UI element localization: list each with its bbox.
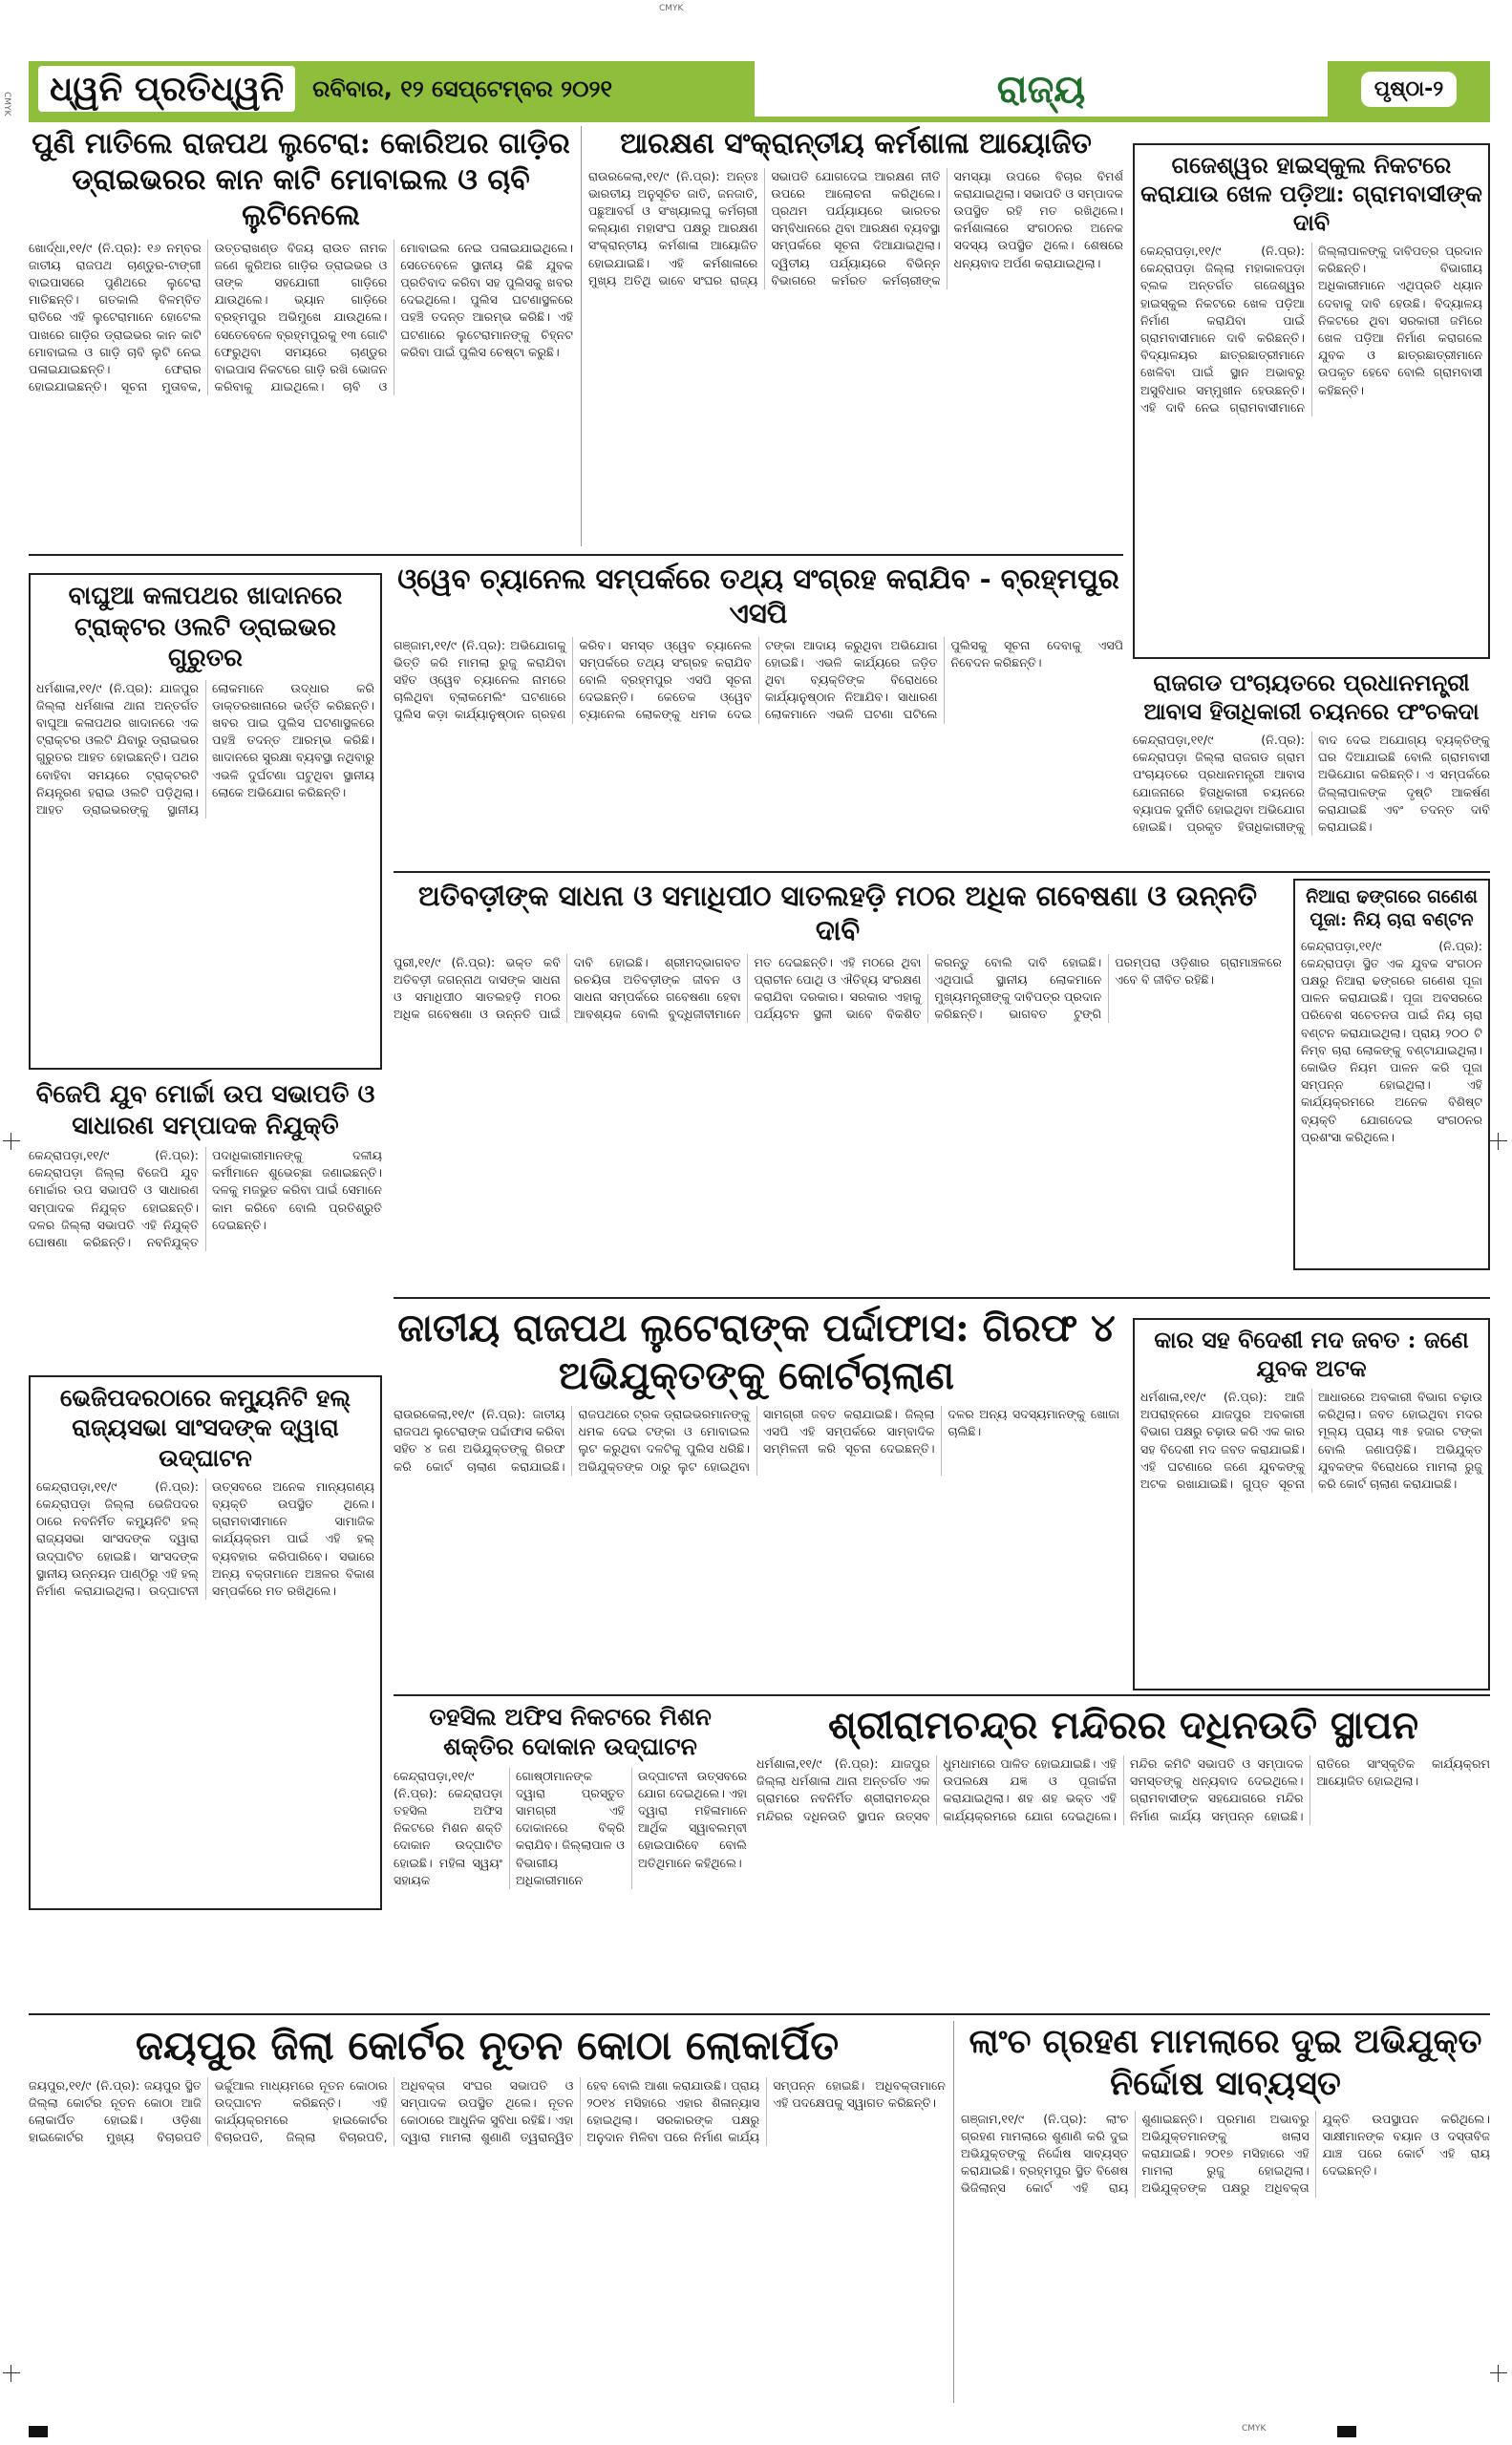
cmyk-mark-top: CMYK bbox=[659, 4, 684, 13]
article-highway-gang-busted[interactable] bbox=[394, 1305, 1119, 1687]
article-bribery-acquittal[interactable] bbox=[961, 2021, 1490, 2403]
article-body: ଖୋର୍ଦ୍ଧା,୧୧/୯ (ନି.ପ୍ର): ୧୬ ନମ୍ବର ଜାତୀୟ ରାଜପଥ ଚାଣ୍ଡୁର-ଟାଙ୍ଗୀ ବାଇପାସରେ ପୁଣିଥରେ ଲୁଟେରା ମାତିଛନ୍ତି। ଗତକାଲି ବିଳମ୍ବିତ ରାତିରେ ଏହି ଲୁଟେରାମାନେ ହୋଟେଲ ପାଖରେ ଗାଡ଼ିର ଡ୍ରାଇଭର କାନ କାଟି ମୋବାଇଲ ଓ ଗାଡ଼ି ଚାବି ଲୁଟି ନେଇ ପଳାଇଯାଇଛନ୍ତି। ଫେରାର ହୋଇଯାଇଛନ୍ତି। ସୂଚନା ମୁତାବକ, ଉତ୍ତରାଖଣ୍ଡ ବିଜୟ ରାଉତ ନାମକ ଜଣେ କୁରିଅର ଗାଡ଼ିର ଡ୍ରାଇଭର ଓ ତାଙ୍କ ସହଯୋଗୀ ଗାଡ଼ିରେ ଯାଉଥିଲେ। ଭ୍ୟାନ ଗାଡ଼ିରେ ବ୍ରହ୍ମପୁର ଅଭିମୁଖେ ଯାଉଥିଲେ। ସେତେବେଳେ ବ୍ରହ୍ମପୁରକୁ ୧୩ ଗୋଟି ଫେରୁଥିବା ସମୟରେ ଚାଣ୍ଡୁର ବାଇପାସ ନିକଟରେ ଗାଡ଼ି ରଖି ଭୋଜନ କରିବାକୁ ଯାଇଥିଲେ। ଚାବି ଓ ମୋବାଇଲ ନେଇ ପଳାଇଯାଇଥିଲେ। ସେତେବେଳେ ସ୍ଥାନୀୟ କିଛି ଯୁବକ ପ୍ରତିବାଦ କରିବା ସହ ପୁଲିସକୁ ଖବର ଦେଇଥିଲେ। ପୁଲିସ ଘଟଣାସ୍ଥଳରେ ପହଞ୍ଚି ତଦନ୍ତ ଆରମ୍ଭ କରିଛି। ଏହି ଘଟଣାରେ ଲୁଟେରାମାନଙ୍କୁ ଚିହ୍ନଟ କରିବା ପାଇଁ ପୁଲିସ ଚେଷ୍ଟା କରୁଛି। bbox=[29, 240, 573, 394]
headline: ଜାତୀୟ ରାଜପଥ ଲୁଟେରାଙ୍କ ପର୍ଦ୍ଦାଫାସ: ଗିରଫ ୪ ଅଭିଯୁକ୍ତଙ୍କୁ କୋର୍ଟଚାଲାଣ bbox=[397, 1306, 1116, 1398]
article-body: ଗଞ୍ଜାମ,୧୧/୯ (ନି.ପ୍ର): ଲାଂଚ ଗ୍ରହଣ ମାମଲାରେ ଶୁଣାଣି କରି ଦୁଇ ଅଭିଯୁକ୍ତଙ୍କୁ ନିର୍ଦ୍ଦୋଷ ସାବ୍ୟସ୍ତ କରାଯାଇଛି। ବ୍ରହ୍ମପୁର ସ୍ଥିତ ବିଶେଷ ଭିଜିଲାନ୍ସ କୋର୍ଟ ଏହି ରାୟ ଶୁଣାଇଛନ୍ତି। ପ୍ରମାଣ ଅଭାବରୁ ଅଭିଯୁକ୍ତମାନଙ୍କୁ ଖଲାସ କରାଯାଇଛି। ୨୦୧୭ ମସିହାରେ ଏହି ମାମଲା ରୁଜୁ ହୋଇଥିଲା। ଅଭିଯୁକ୍ତଙ୍କ ପକ୍ଷରୁ ଅଧିବକ୍ତା ଯୁକ୍ତି ଉପସ୍ଥାପନ କରିଥିଲେ। ସାକ୍ଷୀମାନଙ୍କ ବୟାନ ଓ ଦସ୍ତାବିଜ ଯାଞ୍ଚ ପରେ କୋର୍ଟ ଏହି ରାୟ ଦେଇଛନ୍ତି। bbox=[961, 2111, 1490, 2196]
column-rule bbox=[581, 126, 582, 546]
article-body: ଧର୍ମଶାଳା,୧୧/୯ (ନି.ପ୍ର): ଯାଜପୁର ଜିଲ୍ଲା ଧର୍ମଶାଳା ଥାନା ଅନ୍ତର୍ଗତ ଏକ ଗ୍ରାମରେ ନବନିର୍ମିତ ଶ୍ରୀରାମଚନ୍ଦ୍ର ମନ୍ଦିରର ଦଧିନଉତି ସ୍ଥାପନ ଉତ୍ସବ ଧୁମଧାମରେ ପାଳିତ ହୋଇଯାଇଛି। ଏହି ଉପଲକ୍ଷେ ଯଜ୍ଞ ଓ ପୂଜାର୍ଚ୍ଚନା କରାଯାଇଥିଲା। ଶହ ଶହ ଭକ୍ତ ଏହି କାର୍ଯ୍ୟକ୍ରମରେ ଯୋଗ ଦେଇଥିଲେ। ମନ୍ଦିର କମିଟି ସଭାପତି ଓ ସମ୍ପାଦକ ସମସ୍ତଙ୍କୁ ଧନ୍ୟବାଦ ଦେଇଥିଲେ। ଗ୍ରାମବାସୀଙ୍କ ସହଯୋଗରେ ମନ୍ଦିର ନିର୍ମାଣ କାର୍ଯ୍ୟ ସମ୍ପନ୍ନ ହୋଇଛି। ରାତିରେ ସାଂସ୍କୃତିକ କାର୍ଯ୍ୟକ୍ରମ ଆୟୋଜିତ ହୋଇଥିଲା। bbox=[756, 1756, 1490, 1823]
article-foreign-liquor[interactable] bbox=[1133, 1318, 1490, 1690]
article-body: କେନ୍ଦ୍ରାପଡ଼ା,୧୧/୯ (ନି.ପ୍ର): କେନ୍ଦ୍ରାପଡ଼ା ସ୍ଥିତ ଏକ ଯୁବକ ସଂଗଠନ ପକ୍ଷରୁ ନିଆରା ଢଙ୍ଗରେ ଗଣେଶ ପୂଜା ପାଳନ କରାଯାଇଛି। ପୂଜା ଅବସରରେ ପରିବେଶ ସଚେତନତା ପାଇଁ ନିୟ ଚାରା ବଣ୍ଟନ କରାଯାଇଥିଲା। ପ୍ରାୟ ୨୦୦ ଟି ନିମ୍ବ ଚାରା ଲୋକଙ୍କୁ ବଣ୍ଟାଯାଇଥିଲା। କୋଭିଡ ନିୟମ ପାଳନ କରି ପୂଜା ସମ୍ପନ୍ନ ହୋଇଥିଲା। ଏହି କାର୍ଯ୍ୟକ୍ରମରେ ଅନେକ ବିଶିଷ୍ଟ ବ୍ୟକ୍ତି ଯୋଗଦେଇ ସଂଗଠନର ପ୍ରଶଂସା କରିଥିଲେ। bbox=[1301, 938, 1482, 1144]
cmyk-mark-left: CMYK bbox=[2, 92, 11, 117]
article-community-hall[interactable] bbox=[29, 1375, 382, 1910]
headline: ଲାଂଚ ଗ୍ରହଣ ମାମଲାରେ ଦୁଇ ଅଭିଯୁକ୍ତ ନିର୍ଦ୍ଦୋଷ ସାବ୍ୟସ୍ତ bbox=[969, 2022, 1482, 2103]
masthead-rule bbox=[29, 117, 1490, 122]
row-divider bbox=[29, 2013, 1490, 2015]
column-rule bbox=[953, 2021, 954, 2403]
article-highway-robbery[interactable] bbox=[29, 126, 573, 546]
article-body: ଧର୍ମଶାଳା,୧୧/୯ (ନି.ପ୍ର): ଆଜି ଅପରାହ୍ନରେ ଯାଜପୁର ଅବକାରୀ ବିଭାଗ ପକ୍ଷରୁ ଚଢ଼ାଉ କରି ଏକ କାର ସହ ବିଦେଶୀ ମଦ ଜବତ କରାଯାଇଛି। ଏହି ଘଟଣାରେ ଜଣେ ଯୁବକଙ୍କୁ ଅଟକ ରଖାଯାଇଛି। ଗୁପ୍ତ ସୂଚନା ଆଧାରରେ ଅବକାରୀ ବିଭାଗ ଚଢ଼ାଉ କରିଥିଲା। ଜବତ ହୋଇଥିବା ମଦର ମୂଲ୍ୟ ପ୍ରାୟ ୩୫ ହଜାର ଟଙ୍କା ବୋଲି ଜଣାପଡ଼ିଛି। ଅଭିଯୁକ୍ତ ଯୁବକଙ୍କ ବିରୋଧରେ ମାମଲା ରୁଜୁ କରି କୋର୍ଟ ଚାଲାଣ କରାଯାଇଛି। bbox=[1140, 1390, 1482, 1492]
headline: ଓ୍ୱେବ ଚ୍ୟାନେଲ ସମ୍ପର୍କରେ ତଥ୍ୟ ସଂଗ୍ରହ କରାଯିବ - ବ୍ରହ୍ମପୁର ଏସପି bbox=[397, 563, 1119, 630]
dateline: ରବିବାର, ୧୨ ସେପ୍ଟେମ୍ବର ୨୦୨୧ bbox=[312, 75, 612, 102]
headline: ଶ୍ରୀରାମଚନ୍ଦ୍ର ମନ୍ଦିରର ଦଧିନଉତି ସ୍ଥାପନ bbox=[827, 1703, 1419, 1748]
section-header bbox=[755, 61, 1328, 117]
article-body: ଜୟପୁର,୧୧/୯ (ନି.ପ୍ର): ଜୟପୁର ସ୍ଥିତ ଜିଲ୍ଲା କୋର୍ଟର ନୂତନ କୋଠା ଆଜି ଲୋକାର୍ପିତ ହୋଇଛି। ଓଡ଼ିଶା ହାଇକୋର୍ଟର ମୁଖ୍ୟ ବିଚାରପତି ଭର୍ଚ୍ଚୁଆଲ ମାଧ୍ୟମରେ ନୂତନ କୋଠାର ଉଦ୍‌ଘାଟନ କରିଛନ୍ତି। ଏହି କାର୍ଯ୍ୟକ୍ରମରେ ହାଇକୋର୍ଟର ବିଚାରପତି, ଜିଲ୍ଲା ବିଚାରପତି, ଅଧିବକ୍ତା ସଂଘର ସଭାପତି ଓ ସମ୍ପାଦକ ଉପସ୍ଥିତ ଥିଲେ। ନୂତନ କୋଠାରେ ଆଧୁନିକ ସୁବିଧା ରହିଛି। ଏହା ଦ୍ୱାରା ମାମଲା ଶୁଣାଣି ତ୍ୱରାନ୍ୱିତ ହେବ ବୋଲି ଆଶା କରାଯାଉଛି। ପ୍ରାୟ ୨୦୧୪ ମସିହାରେ ଏହାର ଶିଳାନ୍ୟାସ ହୋଇଥିଲା। ସରକାରଙ୍କ ପକ୍ଷରୁ ଅନୁଦାନ ମିଳିବା ପରେ ନିର୍ମାଣ କାର୍ଯ୍ୟ ସମ୍ପନ୍ନ ହୋଇଛି। ଅଧିବକ୍ତାମାନେ ଏହି ପଦକ୍ଷେପକୁ ସ୍ୱାଗତ କରିଛନ୍ତି। bbox=[29, 2077, 946, 2145]
registration-cross-icon bbox=[3, 2365, 20, 2382]
headline: ଅତିବଡ଼ୀଙ୍କ ସାଧନା ଓ ସମାଧିପୀଠ ସାତଲହଡ଼ି ମଠର ଅଧିକ ଗବେଷଣା ଓ ଉନ୍ନତି ଦାବି bbox=[417, 880, 1258, 947]
masthead-brand bbox=[29, 61, 755, 117]
row-divider bbox=[394, 1694, 1490, 1696]
registration-cross-icon bbox=[3, 1133, 20, 1150]
article-body: କେନ୍ଦ୍ରାପଡ଼ା,୧୧/୯ (ନି.ପ୍ର): କେନ୍ଦ୍ରାପଡ଼ା ଜିଲ୍ଲା ଭେଜିପଦର ଠାରେ ନବନିର୍ମିତ କମ୍ୟୁନିଟି ହଲ୍ ରାଜ୍ୟସଭା ସାଂସଦଙ୍କ ଦ୍ୱାରା ଉଦ୍‌ଘାଟିତ ହୋଇଛି। ସାଂସଦଙ୍କ ସ୍ଥାନୀୟ ଉନ୍ନୟନ ପାଣ୍ଠିରୁ ଏହି ହଲ୍ ନିର୍ମାଣ କରାଯାଇଥିଲା। ଉଦ୍‌ଘାଟନୀ ଉତ୍ସବରେ ଅନେକ ମାନ୍ୟଗଣ୍ୟ ବ୍ୟକ୍ତି ଉପସ୍ଥିତ ଥିଲେ। ଗ୍ରାମବାସୀମାନେ ସାମାଜିକ କାର୍ଯ୍ୟକ୍ରମ ପାଇଁ ଏହି ହଲ୍ ବ୍ୟବହାର କରିପାରିବେ। ସଭାରେ ଅନ୍ୟ ବକ୍ତାମାନେ ଅଞ୍ଚଳର ବିକାଶ ସମ୍ପର୍କରେ ମତ ରଖିଥିଲେ। bbox=[36, 1478, 374, 1598]
section-title: ରାଜ୍ୟ bbox=[996, 66, 1086, 112]
masthead bbox=[29, 61, 1490, 117]
article-web-channel-sp[interactable] bbox=[394, 562, 1123, 865]
headline: ଆରକ୍ଷଣ ସଂକ୍ରାନ୍ତୀୟ କର୍ମଶାଳା ଆୟୋଜିତ bbox=[620, 127, 1092, 160]
article-body: ରାଉରକେଲା,୧୧/୯ (ନି.ପ୍ର): ଜାତୀୟ ରାଜପଥ ଲୁଟେରାଙ୍କ ପର୍ଦ୍ଦାଫାସ କରିବା ସହିତ ୪ ଜଣ ଅଭିଯୁକ୍ତଙ୍କୁ ଗିରଫ କରି କୋର୍ଟ ଚାଲାଣ କରାଯାଇଛି। ରାଜପଥରେ ଟ୍ରକ ଡ୍ରାଇଭରମାନଙ୍କୁ ଧମକ ଦେଇ ଟଙ୍କା ଓ ମୋବାଇଲ ଲୁଟ କରୁଥିବା ଦଳଟିକୁ ପୁଲିସ ଧରିଛି। ଅଭିଯୁକ୍ତଙ୍କ ଠାରୁ ଲୁଟ ହୋଇଥିବା ସାମଗ୍ରୀ ଜବତ କରାଯାଇଛି। ଜିଲ୍ଲା ଏସପି ଏହି ସମ୍ପର୍କରେ ସାମ୍ବାଦିକ ସମ୍ମିଳନୀ କରି ସୂଚନା ଦେଇଛନ୍ତି। ଦଳର ଅନ୍ୟ ସଦସ୍ୟମାନଙ୍କୁ ଖୋଜା ଚାଲିଛି। bbox=[394, 1407, 1119, 1474]
headline: ନିଆରା ଢଙ୍ଗରେ ଗଣେଶ ପୂଜା: ନିୟ ଚାରା ବଣ୍ଟନ bbox=[1306, 886, 1478, 930]
headline: ପୁଣି ମାତିଲେ ରାଜପଥ ଲୁଟେରା: କୋରିଅର ଗାଡ଼ିର ଡ୍ରାଇଭରର କାନ କାଟି ମୋବାଇଲ ଓ ଚାବି ଲୁଟିନେଲେ bbox=[32, 127, 570, 232]
article-body: କେନ୍ଦ୍ରାପଡ଼ା,୧୧/୯ (ନି.ପ୍ର): କେନ୍ଦ୍ରାପଡ଼ା ଜିଲ୍ଲା ରାଜଗଡ ଗ୍ରାମ ପଂଚାୟତରେ ପ୍ରଧାନମନ୍ତ୍ରୀ ଆବାସ ଯୋଜନାରେ ହିତାଧିକାରୀ ଚୟନରେ ବ୍ୟାପକ ଦୁର୍ନୀତି ହୋଇଥିବା ଅଭିଯୋଗ ହୋଇଛି। ପ୍ରକୃତ ହିତାଧିକାରୀଙ୍କୁ ବାଦ ଦେଇ ଅଯୋଗ୍ୟ ବ୍ୟକ୍ତିଙ୍କୁ ଘର ଦିଆଯାଇଛି ବୋଲି ଗ୍ରାମବାସୀ ଅଭିଯୋଗ କରିଛନ୍ତି। ଏ ସମ୍ପର୍କରେ ଜିଲ୍ଲାପାଳଙ୍କ ଦୃଷ୍ଟି ଆକର୍ଷଣ କରାଯାଇଛି ଏବଂ ତଦନ୍ତ ଦାବି କରାଯାଇଛି। bbox=[1133, 733, 1490, 835]
headline: ତହସିଲ ଅଫିସ ନିକଟରେ ମିଶନ ଶକ୍ତିର ଦୋକାନ ଉଦ୍‌ଘାଟନ bbox=[429, 1703, 712, 1761]
headline: ଗଜେଶ୍ୱର ହାଇସ୍କୁଲ ନିକଟରେ କରାଯାଉ ଖେଳ ପଡ଼ିଆ: ଗ୍ରାମବାସୀଙ୍କ ଦାବି bbox=[1140, 151, 1482, 236]
article-atibadi-math[interactable] bbox=[394, 879, 1282, 1289]
article-ganesh-puja[interactable] bbox=[1293, 879, 1490, 1270]
registration-cross-icon bbox=[1490, 2365, 1507, 2382]
row-divider bbox=[29, 554, 1123, 556]
article-mission-shakti[interactable] bbox=[394, 1702, 747, 2006]
headline: ରାଜଗଡ ପଂଚାୟତରେ ପ୍ରଧାନମନ୍ତ୍ରୀ ଆବାସ ହିତାଧିକାରୀ ଚୟନରେ ଫଂଚକଦା bbox=[1143, 669, 1480, 725]
page-number: ପୃଷ୍ଠା-୨ bbox=[1361, 72, 1457, 107]
newspaper-logo[interactable]: ଧ୍ୱନି ପ୍ରତିଧ୍ୱନି bbox=[38, 66, 295, 112]
article-body: ପୁରୀ,୧୧/୯ (ନି.ପ୍ର): ଭକ୍ତ କବି ଅତିବଡ଼ୀ ଜଗନ୍ନାଥ ଦାସଙ୍କ ସାଧନା ଓ ସମାଧିପୀଠ ସାତଲହଡ଼ି ମଠର ଅଧିକ ଗବେଷଣା ଓ ଉନ୍ନତି ପାଇଁ ଦାବି ହୋଇଛି। ଶ୍ରୀମଦ୍ଭାଗବତ ରଚୟିତା ଅତିବଡ଼ୀଙ୍କ ଜୀବନ ଓ ସାଧନା ସମ୍ପର୍କରେ ଗବେଷଣା ହେବା ଆବଶ୍ୟକ ବୋଲି ବୁଦ୍ଧିଜୀବୀମାନେ ମତ ଦେଇଛନ୍ତି। ଏହି ମଠରେ ଥିବା ପ୍ରାଚୀନ ପୋଥି ଓ ଐତିହ୍ୟ ସଂରକ୍ଷଣ କରାଯିବା ଦରକାର। ସରକାର ଏହାକୁ ପର୍ଯ୍ୟଟନ ସ୍ଥଳୀ ଭାବେ ବିକଶିତ କରନ୍ତୁ ବୋଲି ଦାବି ହୋଇଛି। ଏଥିପାଇଁ ସ୍ଥାନୀୟ ଲୋକମାନେ ମୁଖ୍ୟମନ୍ତ୍ରୀଙ୍କୁ ଦାବିପତ୍ର ପ୍ରଦାନ କରିଛନ୍ତି। ଭାଗବତ ଟୁଙ୍ଗି ପରମ୍ପରା ଓଡ଼ିଶାର ଗ୍ରାମାଞ୍ଚଳରେ ଏବେ ବି ଜୀବିତ ରହିଛି। bbox=[394, 954, 1282, 1022]
headline: ବାଘୁଆ କଳାପଥର ଖାଦାନରେ ଟ୍ରାକ୍ଟର ଓଲଟି ଡ୍ରାଇଭର ଗୁରୁତର bbox=[68, 582, 343, 672]
headline: କାର ସହ ବିଦେଶୀ ମଦ ଜବତ : ଜଣେ ଯୁବକ ଅଟକ bbox=[1154, 1326, 1469, 1382]
row-divider bbox=[394, 1297, 1490, 1299]
headline: ଜୟପୁର ଜିଲା କୋର୍ଟର ନୂତନ କୋଠା ଲୋକାର୍ପିତ bbox=[135, 2022, 840, 2069]
article-bjp-appointment[interactable] bbox=[29, 1079, 382, 1356]
row-divider bbox=[394, 871, 1490, 873]
color-bar bbox=[29, 2426, 48, 2437]
article-ram-temple[interactable] bbox=[756, 1702, 1490, 2006]
article-reservation-workshop[interactable] bbox=[588, 126, 1123, 546]
color-bar bbox=[1337, 2426, 1356, 2437]
article-body: କେନ୍ଦ୍ରାପଡ଼ା,୧୧/୯ (ନି.ପ୍ର): କେନ୍ଦ୍ରାପଡ଼ା ଜିଲ୍ଲା ବିଜେପି ଯୁବ ମୋର୍ଚ୍ଚାର ଉପ ସଭାପତି ଓ ସାଧାରଣ ସମ୍ପାଦକ ନିଯୁକ୍ତ ହୋଇଛନ୍ତି। ଦଳର ଜିଲ୍ଲା ସଭାପତି ଏହି ନିଯୁକ୍ତି ଘୋଷଣା କରିଛନ୍ତି। ନବନିଯୁକ୍ତ ପଦାଧିକାରୀମାନଙ୍କୁ ଦଳୀୟ କର୍ମୀମାନେ ଶୁଭେଚ୍ଛା ଜଣାଇଛନ୍ତି। ଦଳକୁ ମଜଭୁତ କରିବା ପାଇଁ ସେମାନେ କାମ କରିବେ ବୋଲି ପ୍ରତିଶ୍ରୁତି ଦେଇଛନ୍ତି। bbox=[29, 1148, 382, 1250]
registration-cross-icon bbox=[1490, 1133, 1507, 1150]
article-pmay-beneficiary[interactable] bbox=[1133, 669, 1490, 850]
article-body: କେନ୍ଦ୍ରାପଡ଼ା,୧୧/୯ (ନି.ପ୍ର): କେନ୍ଦ୍ରାପଡ଼ା ତହସିଲ ଅଫିସ ନିକଟରେ ମିଶନ ଶକ୍ତି ଦୋକାନ ଉଦ୍‌ଘାଟିତ ହୋଇଛି। ମହିଳା ସ୍ୱୟଂ ସହାୟକ ଗୋଷ୍ଠୀମାନଙ୍କ ଦ୍ୱାରା ପ୍ରସ୍ତୁତ ସାମଗ୍ରୀ ଏହି ଦୋକାନରେ ବିକ୍ରି କରାଯିବ। ଜିଲ୍ଲାପାଳ ଓ ବିଭାଗୀୟ ଅଧିକାରୀମାନେ ଉଦ୍‌ଘାଟନୀ ଉତ୍ସବରେ ଯୋଗ ଦେଇଥିଲେ। ଏହା ଦ୍ୱାରା ମହିଳାମାନେ ଆର୍ଥିକ ସ୍ୱାବଲମ୍ବୀ ହୋଇପାରିବେ ବୋଲି ଅତିଥିମାନେ କହିଥିଲେ। bbox=[394, 1768, 747, 1887]
article-body: ଧର୍ମଶାଳା,୧୧/୯ (ନି.ପ୍ର): ଯାଜପୁର ଜିଲ୍ଲା ଧର୍ମଶାଳା ଥାନା ଅନ୍ତର୍ଗତ ବାଘୁଆ କଳାପଥର ଖାଦାନରେ ଏକ ଟ୍ରାକ୍ଟର ଓଲଟି ଯିବାରୁ ଡ୍ରାଇଭର ଗୁରୁତର ଆହତ ହୋଇଛନ୍ତି। ପଥର ବୋହିବା ସମୟରେ ଟ୍ରାକ୍ଟରଟି ନିୟନ୍ତ୍ରଣ ହରାଇ ଓଲଟି ପଡ଼ିଥିଲା। ଆହତ ଡ୍ରାଇଭରଙ୍କୁ ସ୍ଥାନୀୟ ଲୋକମାନେ ଉଦ୍ଧାର କରି ଡାକ୍ତରଖାନାରେ ଭର୍ତ୍ତି କରିଛନ୍ତି। ଖବର ପାଇ ପୁଲିସ ଘଟଣାସ୍ଥଳରେ ପହଞ୍ଚି ତଦନ୍ତ ଆରମ୍ଭ କରିଛି। ଖାଦାନରେ ସୁରକ୍ଷା ବ୍ୟବସ୍ଥା ନଥିବାରୁ ଏଭଳି ଦୁର୍ଘଟଣା ଘଟୁଥିବା ସ୍ଥାନୀୟ ଲୋକେ ଅଭିଯୋଗ କରିଛନ୍ତି। bbox=[36, 680, 374, 817]
article-body: ଗଞ୍ଜାମ,୧୧/୯ (ନି.ପ୍ର): ଅଭିଯୋଗକୁ ଭିତ୍ତି କରି ମାମଲା ରୁଜୁ କରାଯିବା ସହିତ ଓ୍ୱେବ ଚ୍ୟାନେଲ ନାମରେ ଚାଲିଥିବା ବ୍ଲାକମେଲିଂ ଘଟଣାରେ ପୁଲିସ କଡ଼ା କାର୍ଯ୍ୟାନୁଷ୍ଠାନ ଗ୍ରହଣ କରିବ। ସମସ୍ତ ଓ୍ୱେବ ଚ୍ୟାନେଲ ସମ୍ପର୍କରେ ତଥ୍ୟ ସଂଗ୍ରହ କରାଯିବ ବୋଲି ବ୍ରହ୍ମପୁର ଏସପି ସୂଚନା ଦେଇଛନ୍ତି। କେତେକ ଓ୍ୱେବ ଚ୍ୟାନେଲ ଲୋକଙ୍କୁ ଧମକ ଦେଇ ଟଙ୍କା ଆଦାୟ କରୁଥିବା ଅଭିଯୋଗ ହୋଇଛି। ଏଭଳି କାର୍ଯ୍ୟରେ ଜଡ଼ିତ ଥିବା ବ୍ୟକ୍ତିଙ୍କ ବିରୋଧରେ କାର୍ଯ୍ୟାନୁଷ୍ଠାନ ନିଆଯିବ। ସାଧାରଣ ଲୋକମାନେ ଏଭଳି ଘଟଣା ଘଟିଲେ ପୁଲିସକୁ ସୂଚନା ଦେବାକୁ ଏସପି ନିବେଦନ କରିଛନ୍ତି। bbox=[394, 637, 1123, 722]
headline: ଭେଜିପଦରଠାରେ କମ୍ୟୁନିଟି ହଲ୍ ରାଜ୍ୟସଭା ସାଂସଦଙ୍କ ଦ୍ୱାରା ଉଦ୍‌ଘାଟନ bbox=[59, 1384, 351, 1472]
headline: ବିଜେପି ଯୁବ ମୋର୍ଚ୍ଚା ଉପ ସଭାପତି ଓ ସାଧାରଣ ସମ୍ପାଦକ ନିଯୁକ୍ତି bbox=[35, 1080, 375, 1140]
page-number-box bbox=[1328, 61, 1490, 117]
article-body: କେନ୍ଦ୍ରାପଡ଼ା,୧୧/୯ (ନି.ପ୍ର): କେନ୍ଦ୍ରାପଡ଼ା ଜିଲ୍ଲା ମହାକାଳପଡ଼ା ବ୍ଲକ ଅନ୍ତର୍ଗତ ଗଜେଶ୍ୱର ହାଇସ୍କୁଲ ନିକଟରେ ଖେଳ ପଡ଼ିଆ ନିର୍ମାଣ କରାଯିବା ପାଇଁ ଗ୍ରାମବାସୀମାନେ ଦାବି କରିଛନ୍ତି। ବିଦ୍ୟାଳୟର ଛାତ୍ରଛାତ୍ରୀମାନେ ଖେଳିବା ପାଇଁ ସ୍ଥାନ ଅଭାବରୁ ଅସୁବିଧାର ସମ୍ମୁଖୀନ ହେଉଛନ୍ତି। ଏହି ଦାବି ନେଇ ଗ୍ରାମବାସୀମାନେ ଜିଲ୍ଲାପାଳଙ୍କୁ ଦାବିପତ୍ର ପ୍ରଦାନ କରିଛନ୍ତି। ବିଭାଗୀୟ ଅଧିକାରୀମାନେ ଏଥିପ୍ରତି ଧ୍ୟାନ ଦେବାକୁ ଦାବି ହେଉଛି। ବିଦ୍ୟାଳୟ ନିକଟରେ ଥିବା ସରକାରୀ ଜମିରେ ଖେଳ ପଡ଼ିଆ ନିର୍ମାଣ କରାଗଲେ ଯୁବକ ଓ ଛାତ୍ରଛାତ୍ରୀମାନେ ଉପକୃତ ହେବେ ବୋଲି ଗ୍ରାମବାସୀ କହିଛନ୍ତି। bbox=[1140, 244, 1482, 415]
article-jeypore-court[interactable] bbox=[29, 2021, 946, 2403]
article-body: ରାଉରକେଲା,୧୧/୯ (ନି.ପ୍ର): ଅନ୍ତଃ ଭାରତୀୟ ଅନୁସୂଚିତ ଜାତି, ଜନଜାତି, ପଛୁଆବର୍ଗ ଓ ସଂଖ୍ୟାଲଘୁ କର୍ମଚାରୀ କଲ୍ୟାଣ ମହାସଂଘ ପକ୍ଷରୁ ଆରକ୍ଷଣ ସଂକ୍ରାନ୍ତୀୟ କର୍ମଶାଳା ଆୟୋଜିତ ହୋଇଯାଇଛି। ଏହି କର୍ମଶାଳାରେ ମୁଖ୍ୟ ଅତିଥି ଭାବେ ସଂଘର ରାଜ୍ୟ ସଭାପତି ଯୋଗଦେଇ ଆରକ୍ଷଣ ନୀତି ଉପରେ ଆଲୋଚନା କରିଥିଲେ। ପ୍ରଥମ ପର୍ଯ୍ୟାୟରେ ଭାରତର ସମ୍ବିଧାନରେ ଥିବା ଆରକ୍ଷଣ ବ୍ୟବସ୍ଥା ସମ୍ପର୍କରେ ସୂଚନା ଦିଆଯାଇଥିଲା। ଦ୍ୱିତୀୟ ପର୍ଯ୍ୟାୟରେ ବିଭିନ୍ନ ବିଭାଗରେ କର୍ମରତ କର୍ମଚାରୀଙ୍କ ସମସ୍ୟା ଉପରେ ବିଚାର ବିମର୍ଶ କରାଯାଇଥିଲା। ସଭାପତି ଓ ସମ୍ପାଦକ ଉପସ୍ଥିତ ରହି ମତ ରଖିଥିଲେ। କର୍ମଶାଳାରେ ସଂଗଠନର ଅନେକ ସଦସ୍ୟ ଉପସ୍ଥିତ ଥିଲେ। ଶେଷରେ ଧନ୍ୟବାଦ ଅର୍ପଣ କରାଯାଇଥିଲା। bbox=[588, 168, 1123, 287]
cmyk-mark-bottom: CMYK bbox=[1242, 2424, 1267, 2434]
article-playground-demand[interactable] bbox=[1133, 143, 1490, 659]
article-tractor-accident[interactable] bbox=[29, 573, 382, 1070]
